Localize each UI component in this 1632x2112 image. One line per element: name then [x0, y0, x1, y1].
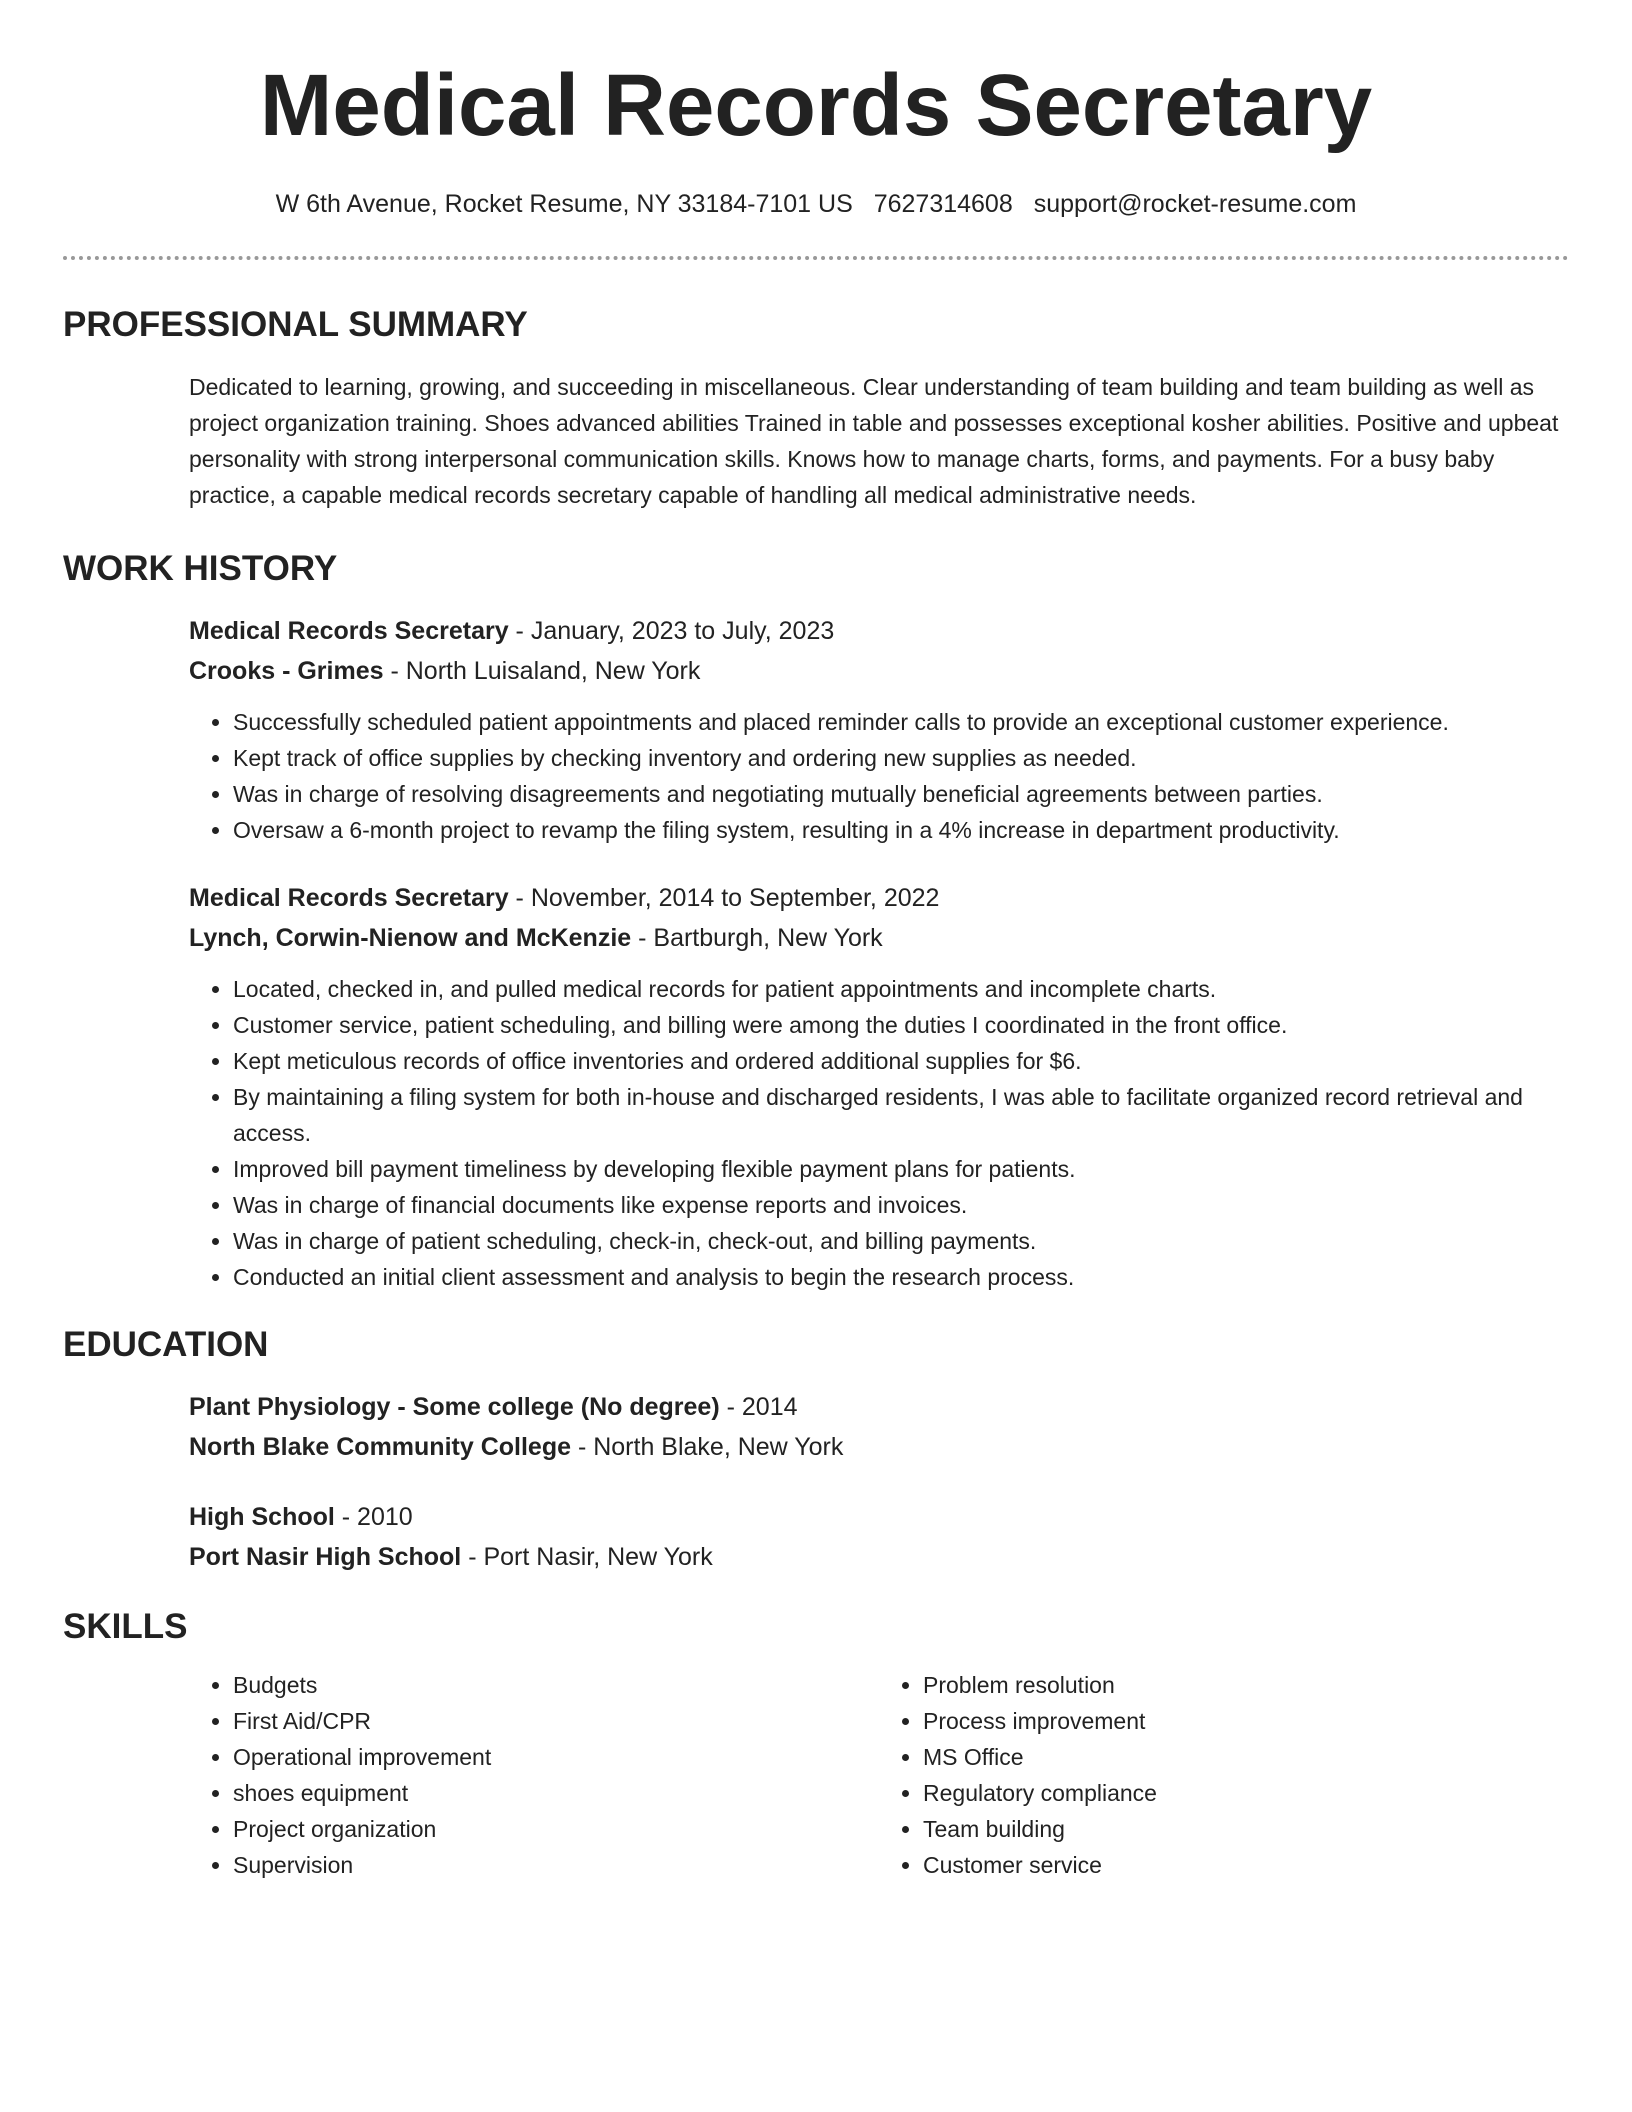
job-bullet: • By maintaining a filing system for both in-house and discharged residents, I was able to facilitate organized record retrieval and access. — [233, 1079, 1569, 1151]
skill-item: • First Aid/CPR — [233, 1703, 879, 1739]
job-company-line — [189, 918, 1569, 958]
education-entry — [189, 1497, 1569, 1577]
job-location: - North Luisaland, New York — [383, 657, 701, 685]
resume-name: Medical Records Secretary — [259, 57, 1373, 154]
education-location: - Port Nasir, New York — [461, 1543, 713, 1571]
skills-heading: SKILLS — [63, 1607, 188, 1646]
education-school: North Blake Community College — [189, 1433, 571, 1461]
job-bullet: • Was in charge of financial documents like expense reports and invoices. — [233, 1187, 1569, 1223]
skill-item: • Supervision — [233, 1847, 879, 1883]
job-bullet: • Was in charge of patient scheduling, check-in, check-out, and billing payments. — [233, 1223, 1569, 1259]
contact-email: support@rocket-resume.com — [1033, 190, 1357, 218]
job-entry — [189, 878, 1569, 1295]
skill-item: • Budgets — [233, 1667, 879, 1703]
header-divider — [63, 256, 1569, 260]
education-year: - 2014 — [719, 1393, 798, 1421]
skill-item: • Operational improvement — [233, 1739, 879, 1775]
skill-item: • Team building — [923, 1811, 1569, 1847]
education-school-line — [189, 1427, 1569, 1467]
skills-list-left — [189, 1667, 879, 1883]
work-history-heading: WORK HISTORY — [63, 549, 338, 588]
education-degree-line — [189, 1387, 1569, 1427]
job-title-line — [189, 878, 1569, 918]
job-bullet: • Improved bill payment timeliness by developing flexible payment plans for patients. — [233, 1151, 1569, 1187]
job-bullet: • Kept meticulous records of office inventories and ordered additional supplies for $6. — [233, 1043, 1569, 1079]
job-bullet: • Customer service, patient scheduling, and billing were among the duties I coordinated in the front office. — [233, 1007, 1569, 1043]
job-bullet: • Successfully scheduled patient appointments and placed reminder calls to provide an exceptional customer experience. — [233, 704, 1569, 740]
skill-item: • Project organization — [233, 1811, 879, 1847]
job-location: - Bartburgh, New York — [631, 924, 883, 952]
education-school: Port Nasir High School — [189, 1543, 462, 1571]
education-entry — [189, 1387, 1569, 1467]
job-bullet: • Oversaw a 6-month project to revamp the filing system, resulting in a 4% increase in department productivity. — [233, 812, 1569, 848]
contact-address: W 6th Avenue, Rocket Resume, NY 33184-7101 US — [275, 190, 853, 218]
skill-item: • Regulatory compliance — [923, 1775, 1569, 1811]
skill-item: • Problem resolution — [923, 1667, 1569, 1703]
summary-body — [189, 369, 1569, 513]
skills-body — [189, 1667, 1569, 1883]
job-bullets — [189, 971, 1569, 1295]
education-location: - North Blake, New York — [571, 1433, 844, 1461]
contact-line — [63, 188, 1569, 220]
job-entry — [189, 611, 1569, 848]
job-company: Crooks - Grimes — [189, 657, 384, 685]
skills-list-right — [879, 1667, 1569, 1883]
skill-item: • Customer service — [923, 1847, 1569, 1883]
education-degree-line — [189, 1497, 1569, 1537]
job-dates: - November, 2014 to September, 2022 — [508, 884, 940, 912]
summary-heading: PROFESSIONAL SUMMARY — [63, 305, 528, 344]
education-heading: EDUCATION — [63, 1325, 269, 1364]
job-bullet: • Was in charge of resolving disagreements and negotiating mutually beneficial agreements between parties. — [233, 776, 1569, 812]
job-company: Lynch, Corwin-Nienow and McKenzie — [189, 924, 632, 952]
job-role: Medical Records Secretary — [189, 884, 509, 912]
job-dates: - January, 2023 to July, 2023 — [508, 617, 835, 645]
job-bullet: • Located, checked in, and pulled medical records for patient appointments and incomplete charts. — [233, 971, 1569, 1007]
work-history-body — [189, 611, 1569, 1295]
skill-item: • Process improvement — [923, 1703, 1569, 1739]
summary-text: Dedicated to learning, growing, and succeeding in miscellaneous. Clear understanding of team building and team building as well as project organization training. Shoes advanced abilities Trained in table and possesses exceptional kosher abilities. Positive and upbeat personality with strong interpersonal communication skills. Knows how to manage charts, forms, and payments. For a busy baby practice, a capable medical records secretary capable of handling all medical administrative needs. — [189, 374, 1559, 508]
job-bullet: • Kept track of office supplies by checking inventory and ordering new supplies as needed. — [233, 740, 1569, 776]
education-year: - 2010 — [334, 1503, 413, 1531]
contact-phone: 7627314608 — [873, 190, 1013, 218]
education-degree: Plant Physiology - Some college (No degree) — [189, 1393, 720, 1421]
job-bullet: • Conducted an initial client assessment and analysis to begin the research process. — [233, 1259, 1569, 1295]
job-role: Medical Records Secretary — [189, 617, 509, 645]
skill-item: • MS Office — [923, 1739, 1569, 1775]
education-degree: High School — [189, 1503, 335, 1531]
skill-item: • shoes equipment — [233, 1775, 879, 1811]
job-company-line — [189, 651, 1569, 691]
education-school-line — [189, 1537, 1569, 1577]
job-title-line — [189, 611, 1569, 651]
job-bullets — [189, 704, 1569, 848]
education-body — [189, 1387, 1569, 1577]
